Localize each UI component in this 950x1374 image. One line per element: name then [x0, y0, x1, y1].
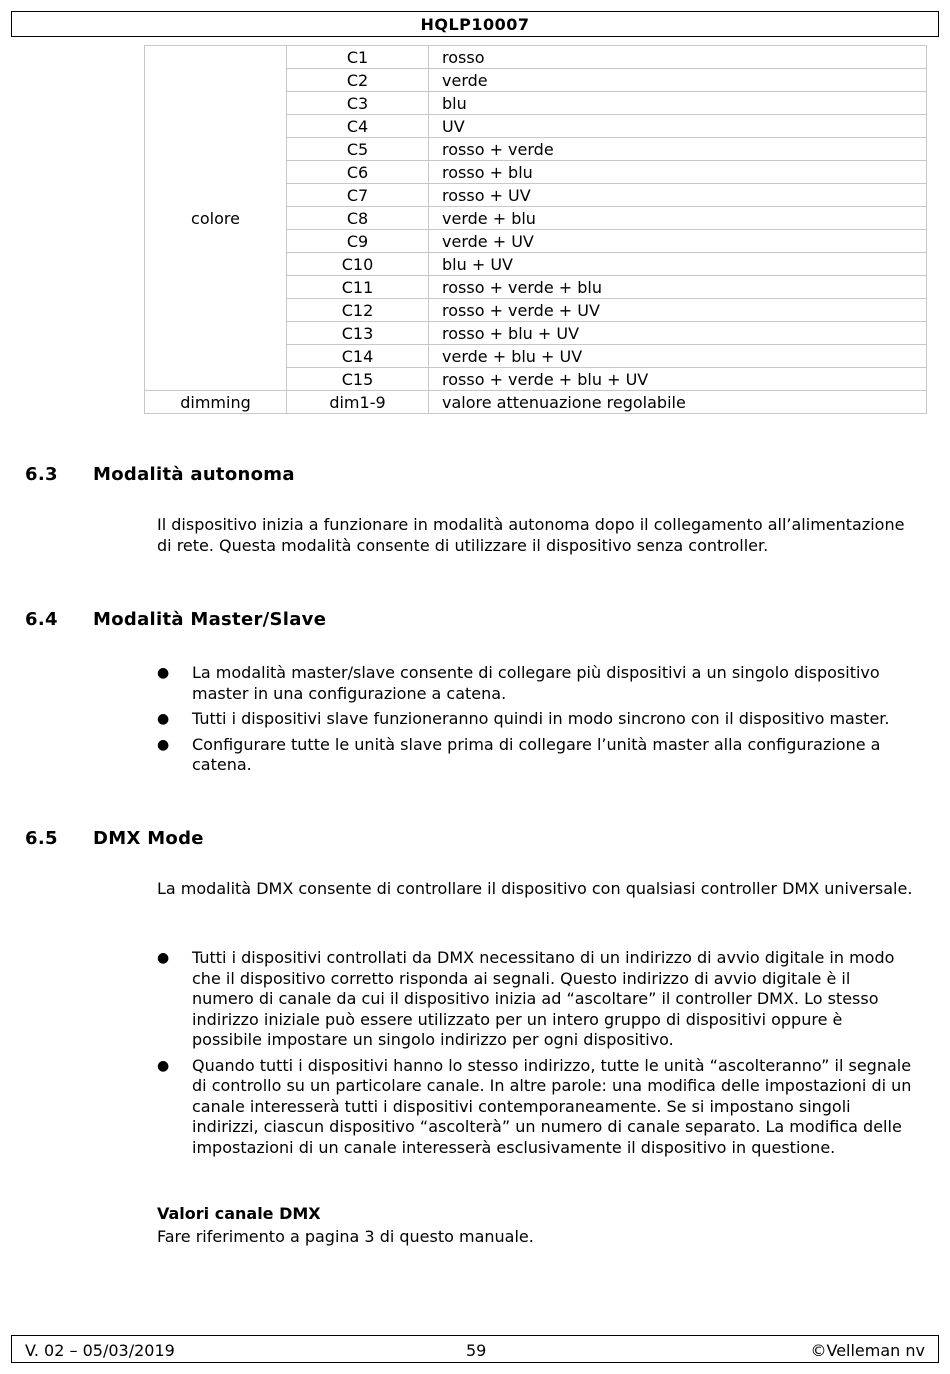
- section-number: 6.3: [25, 464, 58, 485]
- value-cell: blu: [429, 92, 927, 115]
- bullet-item: [157, 1056, 917, 1159]
- bullet-text: La modalità master/slave consente di collegare più dispositivi a un singolo dispositivo master in una configurazione a catena.: [192, 663, 880, 703]
- page-header: [11, 11, 939, 37]
- code-cell: C11: [287, 276, 429, 299]
- dmx-values-heading: Valori canale DMX: [157, 1204, 321, 1223]
- value-cell: rosso + verde: [429, 138, 927, 161]
- code-cell: C13: [287, 322, 429, 345]
- value-cell: verde + blu: [429, 207, 927, 230]
- value-cell: rosso + verde + UV: [429, 299, 927, 322]
- dimming-label-cell: dimming: [145, 391, 287, 414]
- value-cell: rosso + verde + blu + UV: [429, 368, 927, 391]
- section-number: 6.4: [25, 609, 58, 630]
- section-title: DMX Mode: [93, 828, 204, 849]
- bullet-item: [157, 948, 917, 1051]
- bullet-icon: ●: [157, 665, 170, 681]
- code-cell: dim1-9: [287, 391, 429, 414]
- bullet-icon: ●: [157, 1057, 170, 1074]
- color-mode-table: [144, 45, 927, 414]
- code-cell: C10: [287, 253, 429, 276]
- dmx-values-text: Fare riferimento a pagina 3 di questo manuale.: [157, 1227, 534, 1246]
- bullet-item: [157, 735, 917, 776]
- code-cell: C12: [287, 299, 429, 322]
- code-cell: C2: [287, 69, 429, 92]
- section-6-4-heading: [25, 609, 326, 630]
- copyright: ©Velleman nv: [810, 1341, 925, 1360]
- bullet-icon: ●: [157, 736, 170, 753]
- bullet-icon: ●: [157, 950, 170, 966]
- code-cell: C7: [287, 184, 429, 207]
- page-number: 59: [466, 1341, 487, 1360]
- code-cell: C3: [287, 92, 429, 115]
- bullet-item: [157, 663, 917, 704]
- bullet-item: [157, 709, 917, 730]
- table-row: [145, 46, 927, 69]
- section-6-5-bullets: [157, 948, 917, 1158]
- document-code: HQLP10007: [420, 15, 530, 34]
- section-number: 6.5: [25, 828, 58, 849]
- section-6-5-intro: La modalità DMX consente di controllare il dispositivo con qualsiasi controller DMX universale.: [157, 879, 913, 898]
- table-row: [145, 391, 927, 414]
- value-cell: verde + UV: [429, 230, 927, 253]
- code-cell: C14: [287, 345, 429, 368]
- section-6-4-bullets: [157, 663, 917, 776]
- code-cell: C4: [287, 115, 429, 138]
- code-cell: C9: [287, 230, 429, 253]
- value-cell: rosso + UV: [429, 184, 927, 207]
- bullet-text: Tutti i dispositivi controllati da DMX necessitano di un indirizzo di avvio digitale in modo che il dispositivo corretto risponda ai segnali. Questo indirizzo di avvio digitale è il numero di canale da cui il dispositivo inizia ad “ascoltare” il controller DMX. Lo stesso indirizzo iniziale può essere utilizzato per un intero gruppo di dispositivi oppure è possibile impostare un singolo indirizzo per ogni dispositivo.: [192, 948, 895, 1049]
- section-6-3-text: Il dispositivo inizia a funzionare in modalità autonoma dopo il collegamento all’alimentazione di rete. Questa modalità consente di utilizzare il dispositivo senza controller.: [157, 515, 905, 555]
- value-cell: UV: [429, 115, 927, 138]
- code-cell: C15: [287, 368, 429, 391]
- version-date: V. 02 – 05/03/2019: [25, 1341, 175, 1360]
- section-title: Modalità autonoma: [93, 464, 295, 485]
- code-cell: C1: [287, 46, 429, 69]
- section-6-3-heading: [25, 464, 295, 485]
- value-cell: rosso: [429, 46, 927, 69]
- group-label-cell: colore: [145, 46, 287, 391]
- section-6-5-heading: [25, 828, 204, 849]
- value-cell: verde + blu + UV: [429, 345, 927, 368]
- code-cell: C8: [287, 207, 429, 230]
- section-title: Modalità Master/Slave: [93, 609, 327, 630]
- code-cell: C5: [287, 138, 429, 161]
- value-cell: verde: [429, 69, 927, 92]
- value-cell: valore attenuazione regolabile: [429, 391, 927, 414]
- value-cell: blu + UV: [429, 253, 927, 276]
- page-footer: [11, 1335, 939, 1363]
- bullet-text: Quando tutti i dispositivi hanno lo stesso indirizzo, tutte le unità “ascolteranno” il segnale di controllo su un particolare canale. In altre parole: una modifica delle impostazioni di un canale interesserà tutti i dispositivi contemporaneamente. Se si impostano singoli indirizzi, ciascun dispositivo “ascolterà” un numero di canale separato. La modifica delle impostazioni di un canale interesserà esclusivamente il dispositivo in questione.: [192, 1055, 912, 1157]
- bullet-text: Tutti i dispositivi slave funzioneranno quindi in modo sincrono con il dispositivo master.: [192, 709, 890, 728]
- code-cell: C6: [287, 161, 429, 184]
- value-cell: rosso + verde + blu: [429, 276, 927, 299]
- bullet-icon: ●: [157, 711, 170, 727]
- value-cell: rosso + blu: [429, 161, 927, 184]
- bullet-text: Configurare tutte le unità slave prima di collegare l’unità master alla configurazione a catena.: [192, 734, 881, 774]
- value-cell: rosso + blu + UV: [429, 322, 927, 345]
